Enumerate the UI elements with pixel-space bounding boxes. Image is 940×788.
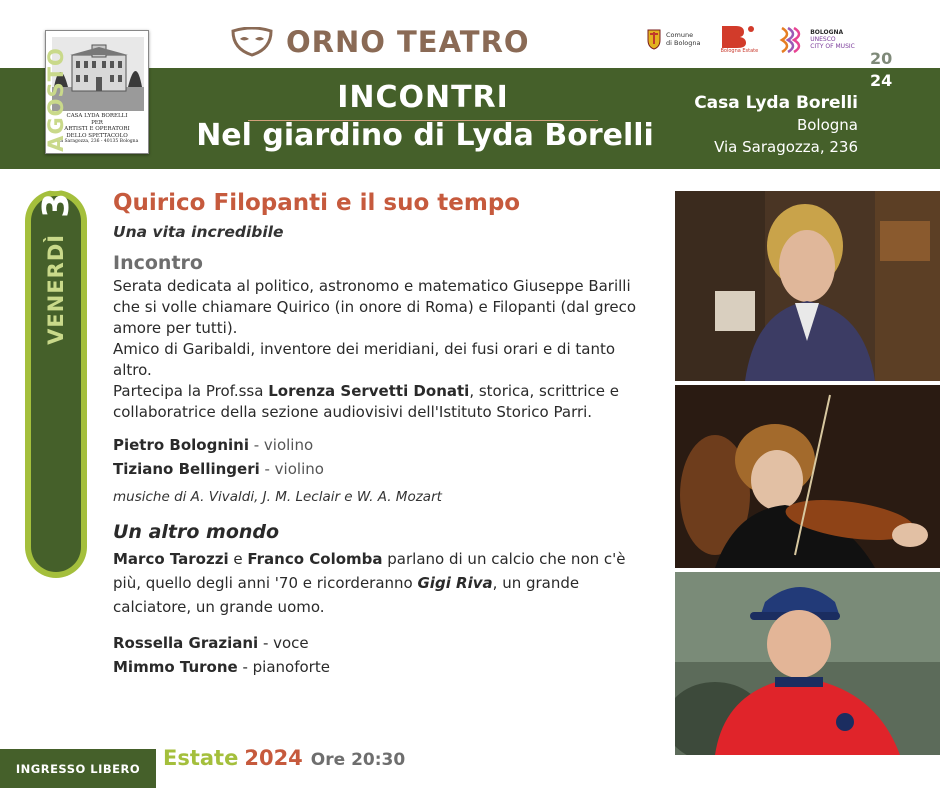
logo-comune-line2: di Bologna — [666, 39, 701, 47]
theatre-mask-icon — [230, 27, 274, 57]
performer-name: Mimmo Turone — [113, 658, 238, 676]
date-weekday: VENERDÌ — [44, 233, 68, 345]
section1-heading: Incontro — [113, 252, 203, 274]
and-text: e — [228, 550, 248, 568]
speaker2-name: Franco Colomba — [247, 550, 383, 568]
free-entry-badge: INGRESSO LIBERO — [0, 749, 156, 788]
logo-comune-bologna — [646, 28, 700, 50]
section1-paragraph1: Serata dedicata al politico, astronomo e matematico Giuseppe Barilli che si volle chiamare Quirico (in onore di Roma) e Filopanti (dal greco amore per tutti). — [113, 277, 637, 337]
section2-description — [113, 547, 658, 619]
gigi-riva-name: Gigi Riva — [417, 574, 493, 592]
brand — [230, 22, 530, 62]
card-line3: ARTISTI E OPERATORI — [64, 126, 130, 132]
section1-paragraph2: Amico di Garibaldi, inventore dei meridiani, dei fusi orari e di tanto altro. — [113, 340, 616, 379]
section2-performers — [113, 631, 658, 679]
card-line4: DELLO SPETTACOLO — [66, 132, 128, 139]
logo-unesco-line1: UNESCO — [810, 35, 836, 43]
section1-paragraph3 — [113, 381, 658, 423]
date-month: AGOSTO — [44, 47, 68, 152]
date-text — [31, 8, 81, 384]
performer-role: - violino — [248, 436, 314, 454]
card-line1: CASA LYDA BORELLI — [66, 113, 128, 119]
performer-row — [113, 433, 658, 457]
logo-unesco-city: BOLOGNA — [810, 28, 844, 36]
logo-unesco-city-of-music — [778, 24, 855, 54]
card-line5: Via Saragozza, 236 - 40135 Bologna — [55, 139, 139, 144]
section2-heading: Un altro mondo — [113, 521, 280, 543]
card-line2: PER — [91, 119, 103, 126]
logo-unesco-line2: CITY OF MUSIC — [810, 42, 855, 50]
performer-name: Pietro Bolognini — [113, 436, 249, 454]
speaker-name: Lorenza Servetti Donati — [268, 382, 470, 400]
date-day: 30 — [35, 167, 77, 218]
section1-performers — [113, 433, 658, 481]
crest-icon — [646, 28, 662, 50]
p3-post: , storica, scrittrice e collaboratrice della sezione audiovisivi dell'Istituto Storico Parri. — [113, 382, 619, 421]
music-credits: musiche di A. Vivaldi, J. M. Leclair e W. A. Mozart — [113, 489, 442, 505]
header-title: INCONTRI — [337, 80, 509, 115]
performer-role: - voce — [258, 634, 309, 652]
performer-row — [113, 631, 658, 655]
photo-football-coach — [675, 572, 940, 755]
section2-text1: parlano di un calcio che non c'è più, quello degli anni '70 e ricorderanno — [113, 550, 626, 592]
logo-bologna-estate — [720, 24, 758, 54]
p3-pre: Partecipa la Prof.ssa — [113, 382, 269, 400]
section1-description — [113, 276, 658, 423]
footer-estate: Estate — [163, 746, 239, 770]
bologna-estate-b-icon — [720, 24, 756, 50]
footer-time: Ore 20:30 — [310, 750, 406, 770]
photo-speaker-woman — [675, 191, 940, 381]
event-content — [113, 186, 658, 679]
music-wave-icon — [778, 24, 806, 54]
footer-year: 2024 — [244, 746, 303, 770]
speaker1-name: Marco Tarozzi — [113, 550, 229, 568]
venue-name: Casa Lyda Borelli — [694, 93, 858, 113]
header-location — [694, 92, 858, 158]
section2-text2: , un grande calciatore, un grande uomo. — [113, 574, 580, 616]
venue-address: Via Saragozza, 236 — [714, 138, 858, 156]
event-subtitle: Una vita incredibile — [113, 223, 284, 241]
footer-schedule — [163, 746, 405, 770]
venue-city: Bologna — [796, 116, 858, 134]
performer-name: Tiziano Bellingeri — [113, 460, 260, 478]
performer-role: - pianoforte — [237, 658, 330, 676]
logo-estate-text: Bologna Estate — [720, 48, 759, 54]
header-subtitle: Nel giardino di Lyda Borelli — [196, 118, 654, 153]
performer-row — [113, 457, 658, 481]
sponsor-logos — [646, 24, 855, 54]
year-badge — [870, 48, 892, 92]
performer-name: Rossella Graziani — [113, 634, 259, 652]
event-title: Quirico Filopanti e il suo tempo — [113, 190, 521, 216]
year-bottom: 24 — [870, 71, 893, 90]
performer-role: - violino — [259, 460, 324, 478]
brand-name: ORNO TEATRO — [286, 25, 530, 59]
year-top: 20 — [870, 49, 893, 68]
logo-comune-line1: Comune — [666, 31, 694, 39]
performer-row — [113, 655, 658, 679]
photo-violinist — [675, 385, 940, 568]
